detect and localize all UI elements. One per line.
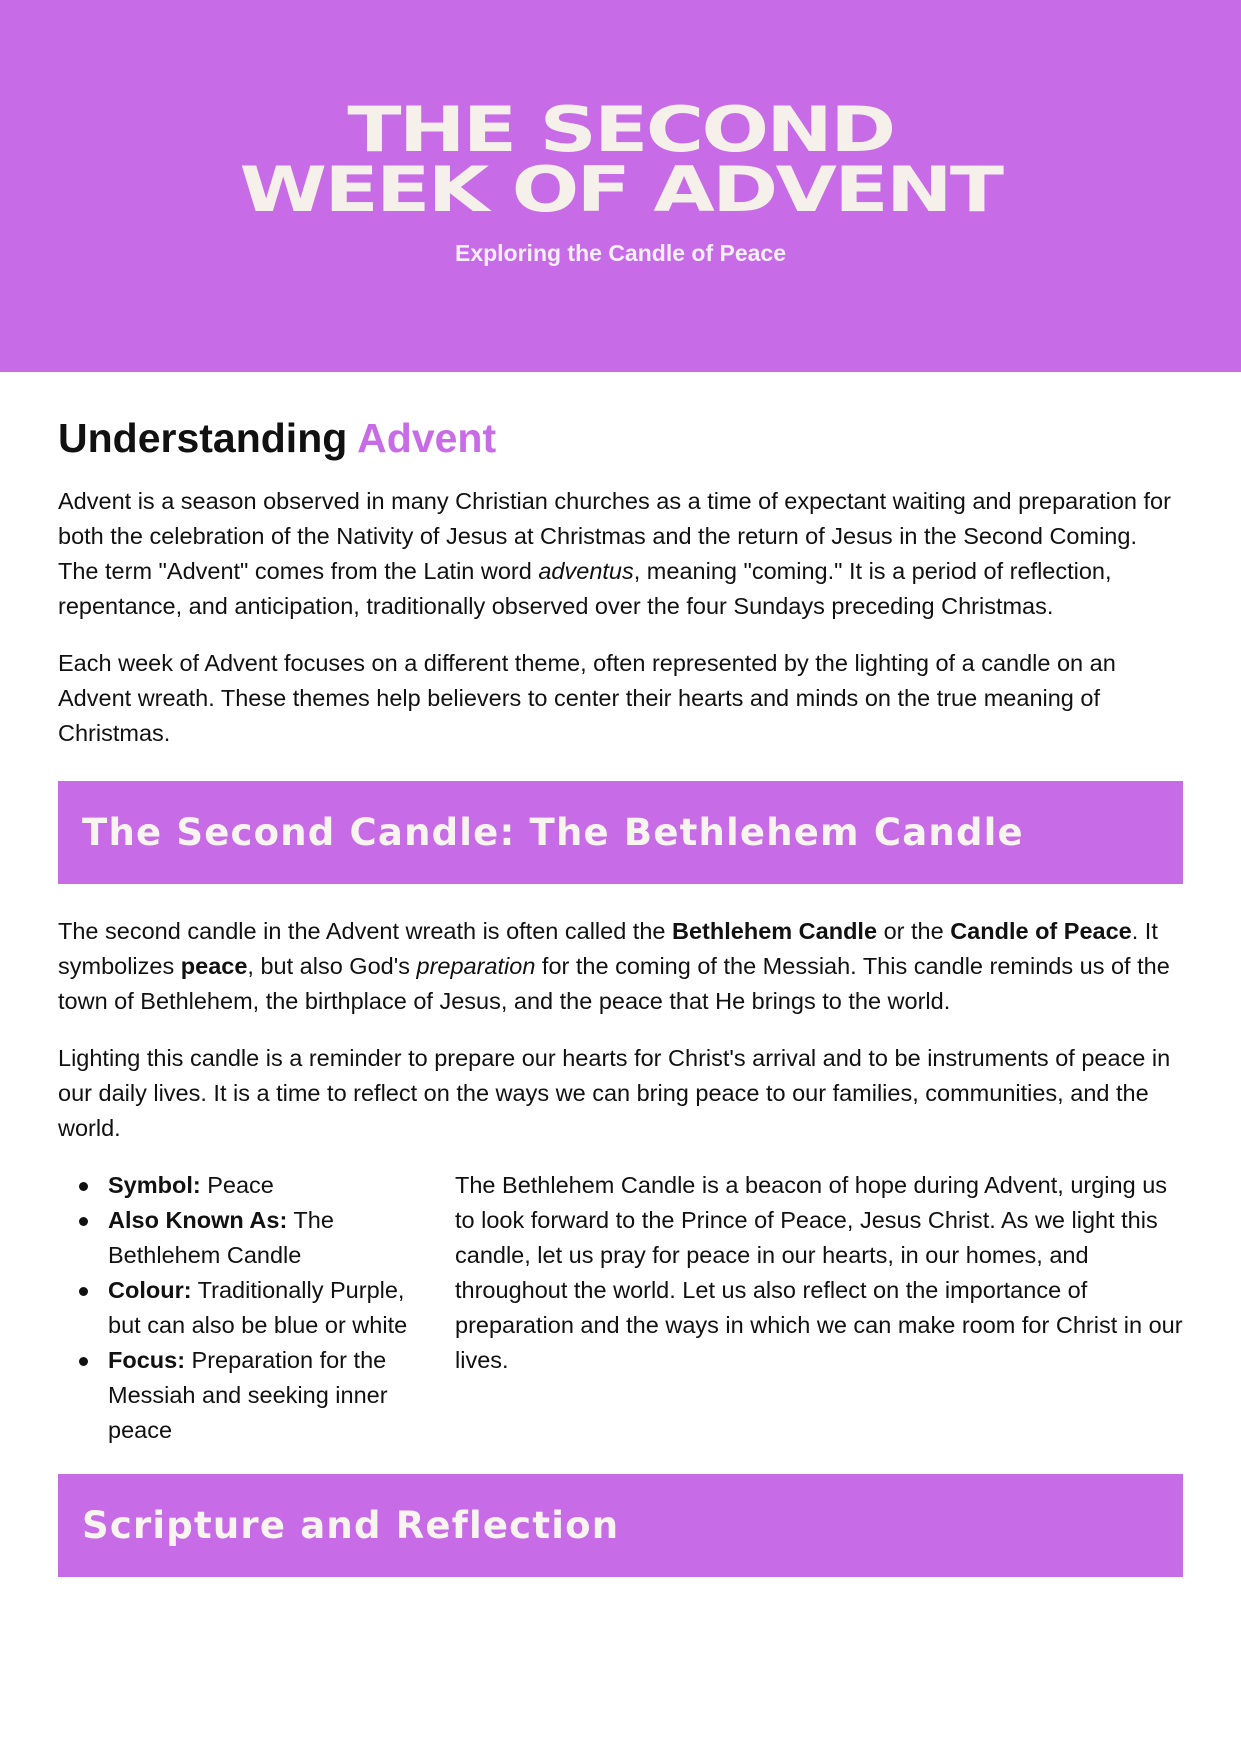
candle-p1-text-d: . It symbolizes [58, 918, 1158, 980]
candle-details [58, 1168, 1183, 1448]
understanding-heading-accent: Advent [357, 415, 497, 461]
fact-label: Symbol: [108, 1172, 201, 1199]
fact-label: Colour: [108, 1277, 192, 1304]
fact-value: Peace [200, 1172, 274, 1199]
fact-value: The Bethlehem Candle [108, 1207, 334, 1269]
fact-focus [108, 1343, 433, 1448]
candle-section-heading: The Second Candle: The Bethlehem Candle [82, 811, 1024, 855]
scripture-section-bar [58, 1474, 1183, 1577]
understanding-paragraph-1 [58, 484, 1183, 624]
understanding-heading-main: Understanding [58, 415, 348, 461]
candle-reflection-text: The Bethlehem Candle is a beacon of hope during Advent, urging us to look forward to the Prince of Peace, Jesus Christ. As we light this candle, let us pray for peace in our hearts, in our homes, and throughout the world. Let us also reflect on the importance of preparation and the ways in which we can make room for Christ in our lives. [455, 1172, 1183, 1374]
fact-value: Traditionally Purple, but can also be blue or white [108, 1277, 408, 1339]
candle-facts-list [58, 1168, 433, 1448]
page-title-line-2: WEEK OF ADVENT [239, 153, 1002, 226]
page-title [0, 93, 1241, 226]
main-content [0, 415, 1241, 1577]
fact-symbol [108, 1168, 433, 1203]
understanding-heading [58, 415, 1183, 462]
understanding-p1-text-a: Advent is a season observed in many Christian churches as a time of expectant waiting and preparation for both the celebration of the Nativity of Jesus at Christmas and the return of Jesus in the Second Coming. The term "Advent" comes from the Latin word [58, 488, 1171, 585]
understanding-p1-latin: adventus [538, 558, 634, 585]
page-title-line-1: THE SECOND [347, 93, 894, 166]
candle-paragraph-2: Lighting this candle is a reminder to prepare our hearts for Christ's arrival and to be instruments of peace in our daily lives. It is a time to reflect on the ways we can bring peace to our families, communities, and the world. [58, 1045, 1171, 1142]
fact-also-known-as [108, 1203, 433, 1273]
fact-label: Focus: [108, 1347, 186, 1374]
candle-p1-text-a: The second candle in the Advent wreath is often called the [58, 918, 673, 945]
candle-section-bar [58, 781, 1183, 884]
candle-p1-text-c: or the [877, 918, 951, 945]
fact-colour [108, 1273, 433, 1343]
candle-p1-text-e: , but also God's [247, 953, 417, 980]
understanding-p1-text-b: , meaning "coming." It is a period of reflection, repentance, and anticipation, traditionally observed over the four Sundays preceding Christmas. [58, 558, 1112, 620]
candle-p1-bold-peace-candle: Candle of Peace [950, 918, 1132, 945]
candle-p1-bold-peace: peace [180, 953, 248, 980]
header-banner [0, 0, 1241, 372]
candle-paragraph-1 [58, 914, 1183, 1019]
fact-label: Also Known As: [108, 1207, 288, 1234]
candle-p1-em-preparation: preparation [416, 953, 536, 980]
page-subtitle: Exploring the Candle of Peace [454, 240, 787, 266]
understanding-paragraph-2: Each week of Advent focuses on a different theme, often represented by the lighting of a candle on an Advent wreath. These themes help believers to center their hearts and minds on the true meaning of Christmas. [58, 650, 1116, 747]
scripture-section-heading: Scripture and Reflection [82, 1504, 620, 1548]
candle-p1-bold-bethlehem: Bethlehem Candle [672, 918, 878, 945]
candle-p1-text-f: for the coming of the Messiah. This candle reminds us of the town of Bethlehem, the birthplace of Jesus, and the peace that He brings to the world. [58, 953, 1170, 1015]
fact-value: Preparation for the Messiah and seeking inner peace [108, 1347, 388, 1444]
